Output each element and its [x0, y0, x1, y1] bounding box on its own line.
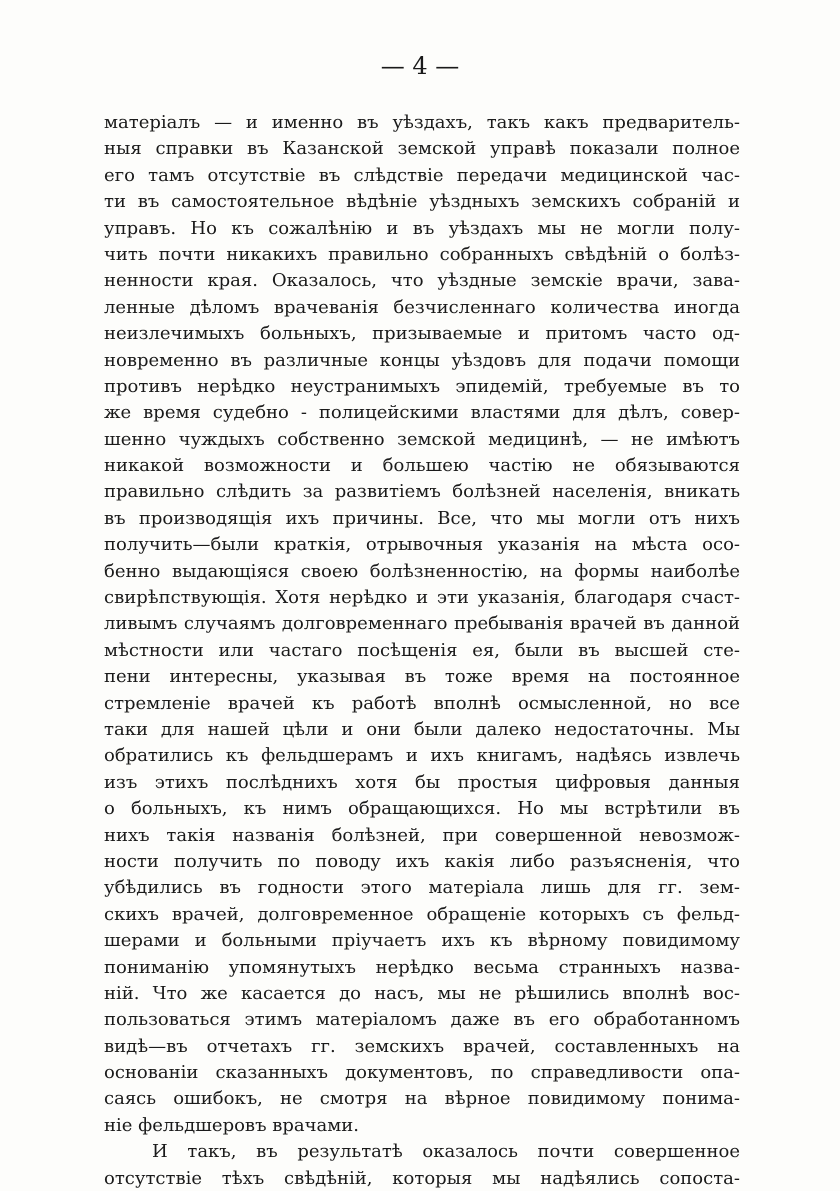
text-line: шенно чуждыхъ собственно земской медицинѣ, — не имѣютъ	[104, 428, 740, 450]
text-line: въ производящія ихъ причины. Все, что мы могли отъ нихъ	[104, 507, 740, 529]
text-line: ти въ самостоятельное вѣдѣніе уѣздныхъ земскихъ собраній и	[104, 191, 740, 213]
text-line: никакой возможности и большею частію не обязываются	[104, 455, 740, 477]
text-line: стремленіе врачей къ работѣ вполнѣ осмысленной, но все	[104, 692, 740, 714]
paragraph	[104, 1139, 740, 1192]
text-line: неизлечимыхъ больныхъ, призываемые и притомъ часто од-	[104, 323, 740, 345]
text-line: же время судебно - полицейскими властями для дѣлъ, совер-	[104, 402, 740, 424]
text-line: шерами и больными пріучаетъ ихъ къ вѣрному повидимому	[104, 930, 740, 952]
text-line: ныя справки въ Казанской земской управѣ показали полное	[104, 138, 740, 160]
paragraph	[104, 110, 740, 1139]
text-line: ніе фельдшеровъ врачами.	[104, 1114, 359, 1136]
text-line: видѣ—въ отчетахъ гг. земскихъ врачей, составленныхъ на	[104, 1035, 740, 1057]
text-line: ній. Что же касается до насъ, мы не рѣшились вполнѣ вос-	[104, 982, 740, 1004]
text-line: получить—были краткія, отрывочныя указанія на мѣста осо-	[104, 534, 740, 556]
text-line: пользоваться этимъ матеріаломъ даже въ его обработанномъ	[104, 1009, 740, 1031]
text-line: бенно выдающіяся своею болѣзненностію, на формы наиболѣе	[104, 560, 740, 582]
text-line: матеріалъ — и именно въ уѣздахъ, такъ какъ предваритель-	[104, 112, 740, 133]
text-line: ненности края. Оказалось, что уѣздные земскіе врачи, зава-	[104, 270, 740, 292]
text-line: ности получить по поводу ихъ какія либо разъясненія, что	[104, 850, 740, 872]
text-line: его тамъ отсутствіе въ слѣдствіе передачи медицинской час-	[104, 164, 740, 186]
text-line: нихъ такія названія болѣзней, при совершенной невозмож-	[104, 824, 740, 846]
text-line: пониманію упомянутыхъ нерѣдко весьма странныхъ назва-	[104, 956, 740, 978]
text-line: саясь ошибокъ, не смотря на вѣрное повидимому понима-	[104, 1088, 740, 1110]
text-line: мѣстности или частаго посѣщенія ея, были въ высшей сте-	[104, 639, 740, 661]
body-text	[104, 110, 740, 1192]
text-line: противъ нерѣдко неустранимыхъ эпидемій, требуемые въ то	[104, 375, 740, 397]
text-line: о больныхъ, къ нимъ обращающихся. Но мы встрѣтили въ	[104, 798, 740, 820]
text-line: скихъ врачей, долговременное обращеніе которыхъ съ фельд-	[104, 903, 740, 925]
text-line: изъ этихъ послѣднихъ хотя бы простыя цифровыя данныя	[104, 771, 740, 793]
text-line: новременно въ различные концы уѣздовъ для подачи помощи	[104, 349, 740, 371]
text-line: отсутствіе тѣхъ свѣдѣній, которыя мы надѣялись сопоста-	[104, 1167, 740, 1189]
text-line: таки для нашей цѣли и они были далеко недостаточны. Мы	[104, 718, 740, 740]
text-line: И такъ, въ результатѣ оказалось почти совершенное	[152, 1141, 740, 1163]
text-line: свирѣпствующія. Хотя нерѣдко и эти указанія, благодаря счаст-	[104, 587, 740, 609]
text-line: ленные дѣломъ врачеванія безчисленнаго количества иногда	[104, 296, 740, 318]
text-line: обратились къ фельдшерамъ и ихъ книгамъ, надѣясь извлечь	[104, 745, 740, 767]
text-line: основаніи сказанныхъ документовъ, по справедливости опа-	[104, 1062, 740, 1084]
text-line: чить почти никакихъ правильно собранныхъ свѣдѣній о болѣз-	[104, 243, 740, 265]
text-line: убѣдились въ годности этого матеріала лишь для гг. зем-	[104, 877, 740, 899]
text-line: управъ. Но къ сожалѣнію и въ уѣздахъ мы не могли полу-	[104, 217, 740, 239]
text-line: правильно слѣдить за развитіемъ болѣзней населенія, вникать	[104, 481, 740, 503]
text-line: ливымъ случаямъ долговременнаго пребыванія врачей въ данной	[104, 613, 740, 635]
page-number: — 4 —	[380, 52, 460, 80]
text-line: пени интересны, указывая въ тоже время на постоянное	[104, 666, 740, 688]
